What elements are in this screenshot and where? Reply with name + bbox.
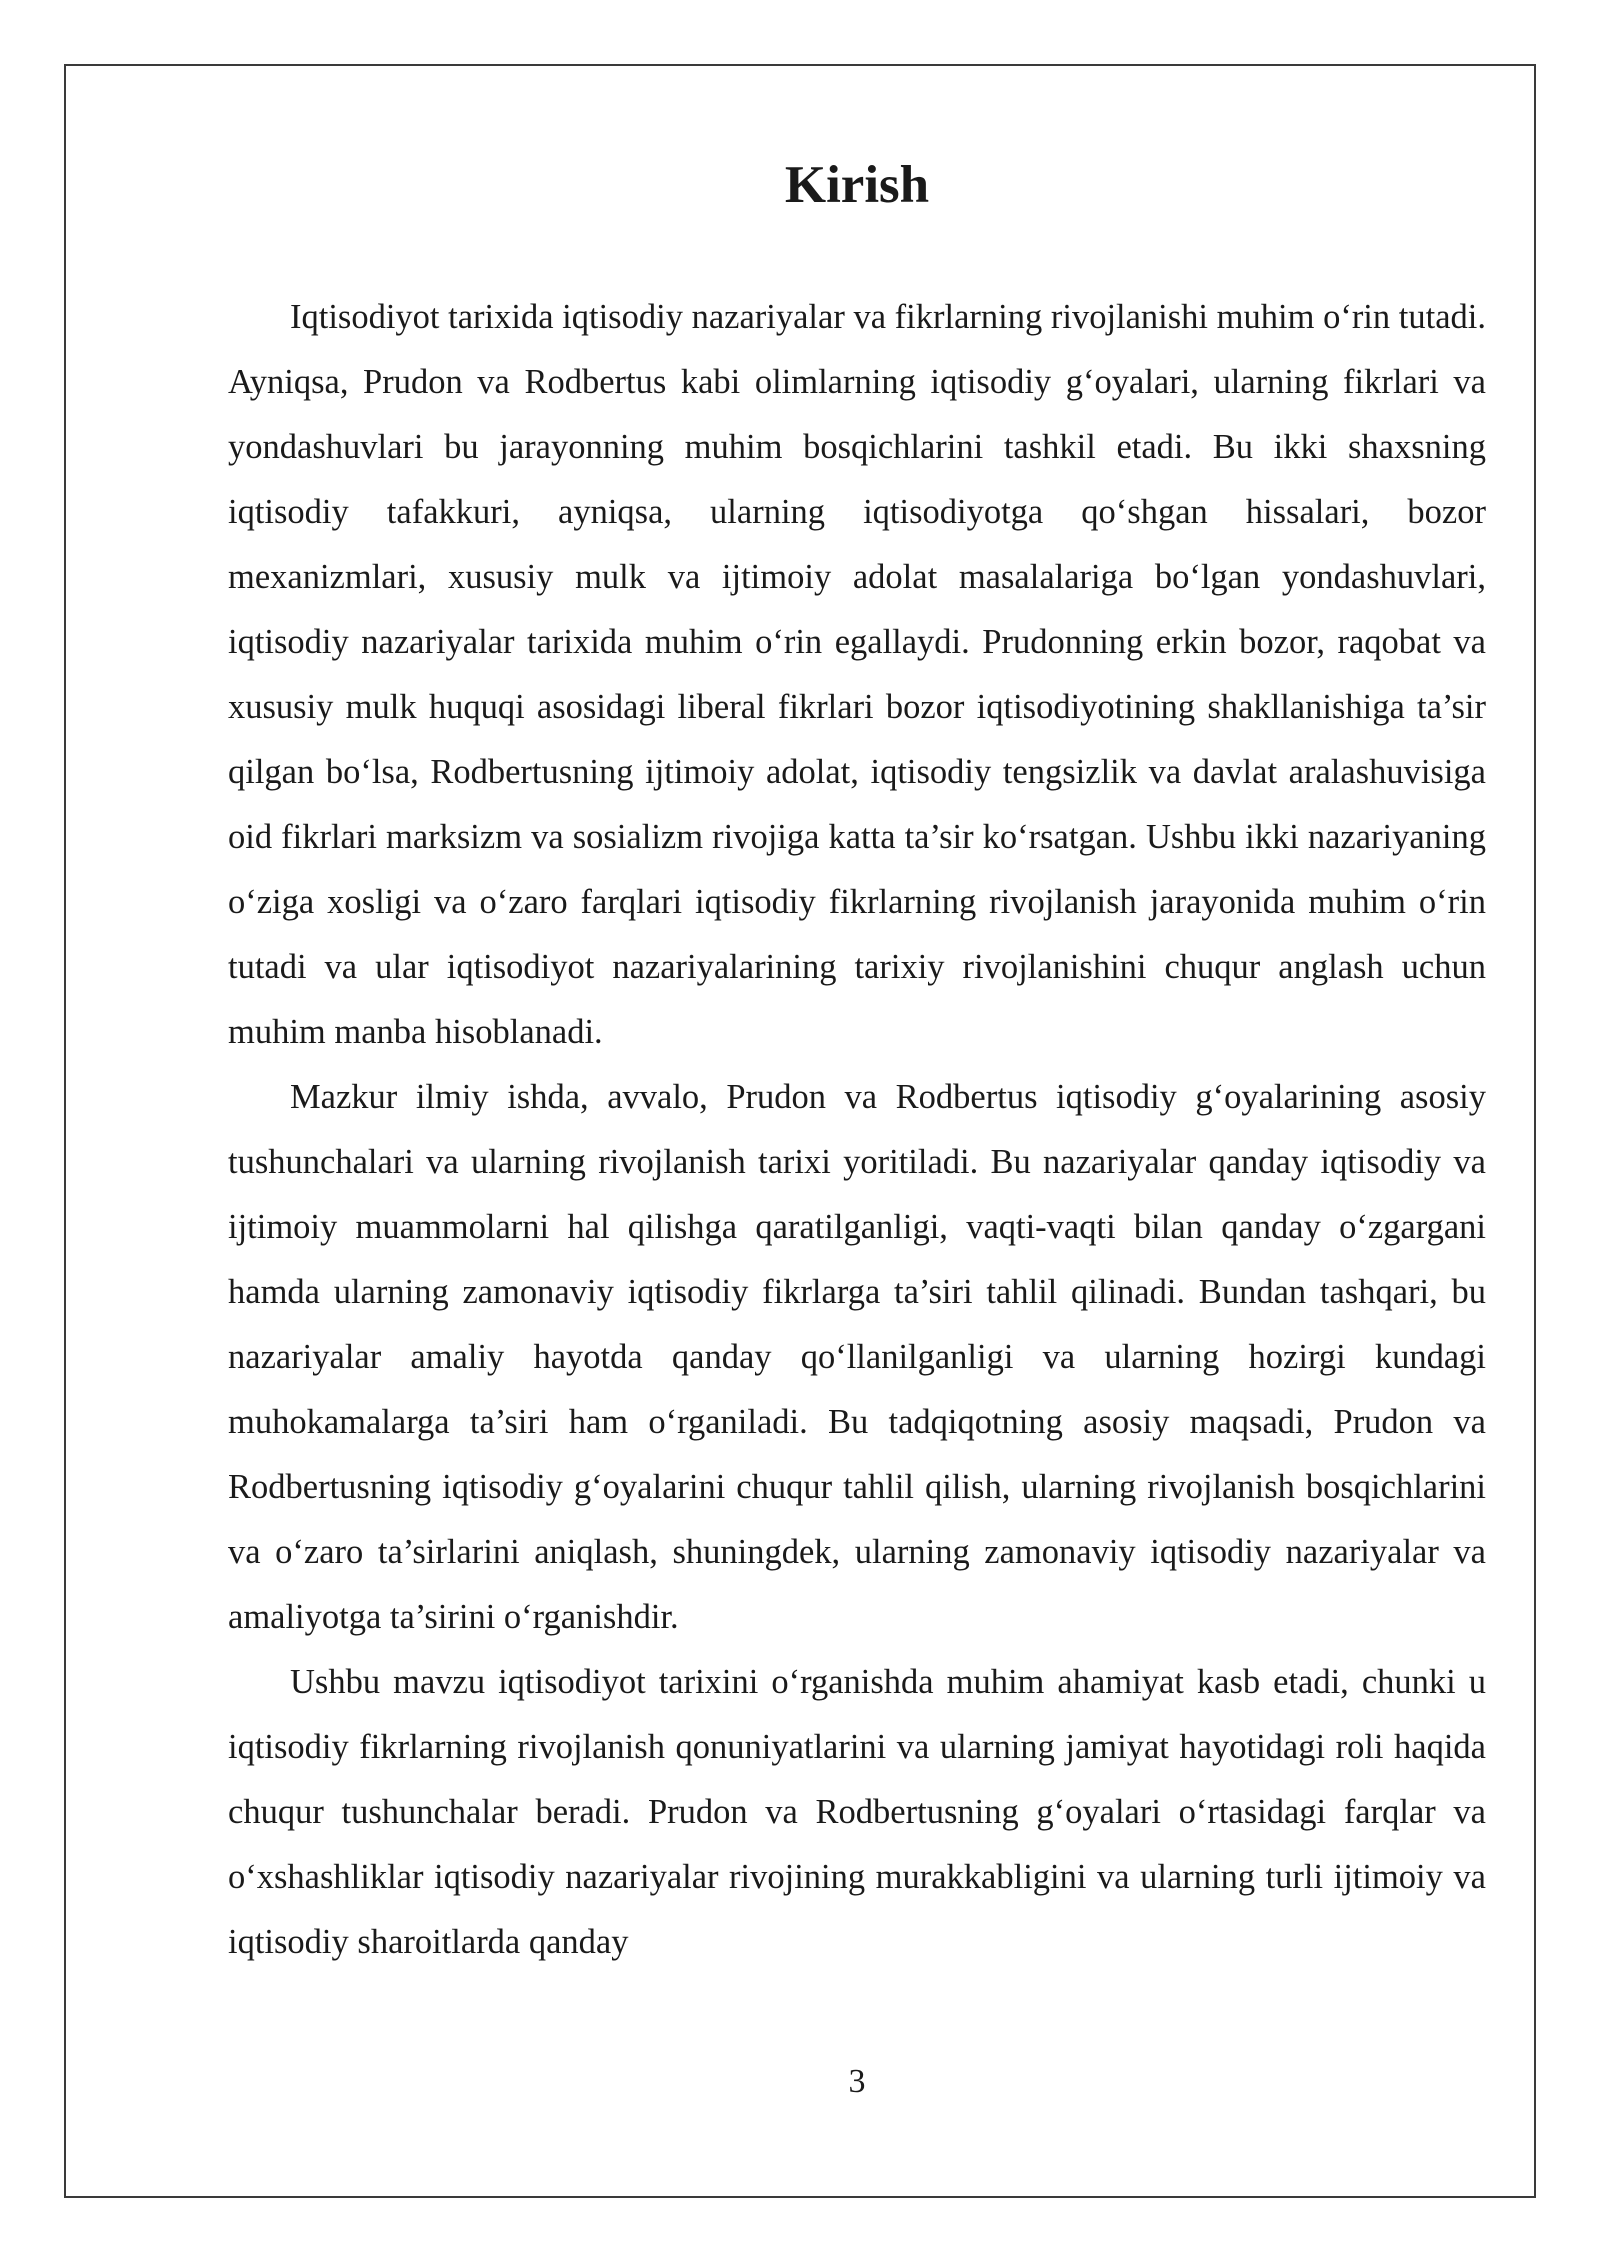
page-number: 3 <box>848 2063 866 2100</box>
page-title: Kirish <box>784 156 930 214</box>
paragraph-3: Ushbu mavzu iqtisodiyot tarixini o‘rganishda muhim ahamiyat kasb etadi, chunki u iqtisodiy fikrlarning rivojlanish qonuniyatlarini va ularning jamiyat hayotidagi roli haqida chuqur tushunchalar beradi. Prudon va Rodbertusning g‘oyalari o‘rtasidagi farqlar va o‘xshashliklar iqtisodiy nazariyalar rivojining murakkabligini va ularning turli ijtimoiy va iqtisodiy sharoitlarda qanday <box>228 1663 1486 1961</box>
body-text <box>228 285 1486 1975</box>
paragraph-2: Mazkur ilmiy ishda, avvalo, Prudon va Rodbertus iqtisodiy g‘oyalarining asosiy tushunchalari va ularning rivojlanish tarixi yoritiladi. Bu nazariyalar qanday iqtisodiy va ijtimoiy muammolarni hal qilishga qaratilganligi, vaqti-vaqti bilan qanday o‘zgargani hamda ularning zamonaviy iqtisodiy fikrlarga ta’siri tahlil qilinadi. Bundan tashqari, bu nazariyalar amaliy hayotda qanday qo‘llanilganligi va ularning hozirgi kundagi muhokamalarga ta’siri ham o‘rganiladi. Bu tadqiqotning asosiy maqsadi, Prudon va Rodbertusning iqtisodiy g‘oyalarini chuqur tahlil qilish, ularning rivojlanish bosqichlarini va o‘zaro ta’sirlarini aniqlash, shuningdek, ularning zamonaviy iqtisodiy nazariyalar va amaliyotga ta’sirini o‘rganishdir. <box>228 1078 1486 1636</box>
paragraph-1: Iqtisodiyot tarixida iqtisodiy nazariyalar va fikrlarning rivojlanishi muhim o‘rin tutadi. Ayniqsa, Prudon va Rodbertus kabi olimlarning iqtisodiy g‘oyalari, ularning fikrlari va yondashuvlari bu jarayonning muhim bosqichlarini tashkil etadi. Bu ikki shaxsning iqtisodiy tafakkuri, ayniqsa, ularning iqtisodiyotga qo‘shgan hissalari, bozor mexanizmlari, xususiy mulk va ijtimoiy adolat masalalariga bo‘lgan yondashuvlari, iqtisodiy nazariyalar tarixida muhim o‘rin egallaydi. Prudonning erkin bozor, raqobat va xususiy mulk huquqi asosidagi liberal fikrlari bozor iqtisodiyotining shakllanishiga ta’sir qilgan bo‘lsa, Rodbertusning ijtimoiy adolat, iqtisodiy tengsizlik va davlat aralashuvisiga oid fikrlari marksizm va sosializm rivojiga katta ta’sir ko‘rsatgan. Ushbu ikki nazariyaning o‘ziga xosligi va o‘zaro farqlari iqtisodiy fikrlarning rivojlanish jarayonida muhim o‘rin tutadi va ular iqtisodiyot nazariyalarining tarixiy rivojlanishini chuqur anglash uchun muhim manba hisoblanadi. <box>228 298 1486 1051</box>
